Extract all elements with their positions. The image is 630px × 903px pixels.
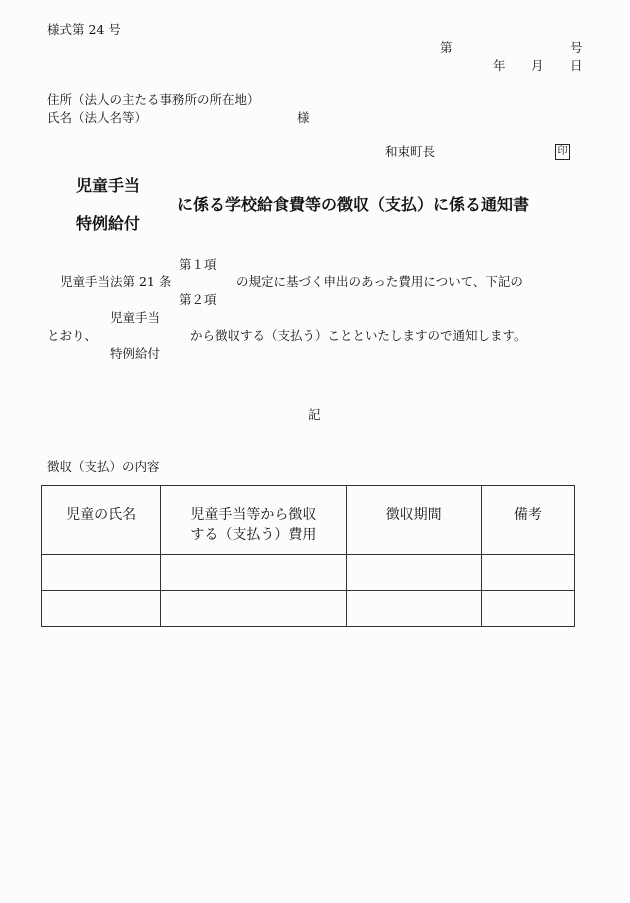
table-header-row (42, 486, 575, 555)
table-cell[interactable] (481, 591, 574, 627)
header-cost-line2: する（支払う）費用 (190, 526, 317, 543)
table-cell[interactable] (161, 591, 346, 627)
table-cell[interactable] (346, 591, 481, 627)
issuer-name: 和束町長 (385, 144, 436, 159)
form-number: 様式第 24 号 (47, 22, 121, 37)
table-cell[interactable] (42, 591, 161, 627)
table-row (42, 555, 575, 591)
body-option-special-benefit: 特例給付 (110, 346, 161, 361)
title-option-child-allowance: 児童手当 (76, 176, 141, 195)
title-main: に係る学校給食費等の徴収（支払）に係る通知書 (177, 195, 530, 214)
header-cost-line1: 児童手当等から徴収 (190, 507, 317, 523)
body-toori: とおり、 (47, 328, 98, 343)
body-option-child-allowance: 児童手当 (110, 310, 161, 325)
body-item2: 第２項 (179, 292, 217, 307)
header-remarks: 備考 (481, 486, 574, 555)
date-year: 年 (493, 58, 506, 73)
table-cell[interactable] (346, 555, 481, 591)
name-label: 氏名（法人名等） (47, 110, 148, 125)
body-law: 児童手当法第 21 条 (60, 274, 172, 289)
title-option-special-benefit: 特例給付 (76, 214, 141, 233)
doc-number-prefix: 第 (440, 40, 453, 55)
header-cost (161, 486, 346, 555)
header-child-name: 児童の氏名 (42, 486, 161, 555)
detail-table (41, 485, 575, 627)
address-label: 住所（法人の主たる事務所の所在地） (47, 92, 260, 107)
honorific: 様 (297, 110, 310, 125)
section-label: 徴収（支払）の内容 (47, 459, 160, 474)
seal-mark: 印 (555, 144, 570, 160)
body-item1: 第１項 (179, 257, 217, 272)
doc-number-suffix: 号 (570, 40, 583, 55)
header-period: 徴収期間 (346, 486, 481, 555)
table-cell[interactable] (161, 555, 346, 591)
table-row (42, 591, 575, 627)
table-cell[interactable] (42, 555, 161, 591)
ki-heading: 記 (308, 407, 321, 422)
body-rest: から徴収する（支払う）ことといたしますので通知します。 (190, 328, 527, 343)
table-cell[interactable] (481, 555, 574, 591)
date-month: 月 (531, 58, 544, 73)
date-day: 日 (570, 58, 583, 73)
body-clause: の規定に基づく申出のあった費用について、下記の (236, 274, 523, 289)
